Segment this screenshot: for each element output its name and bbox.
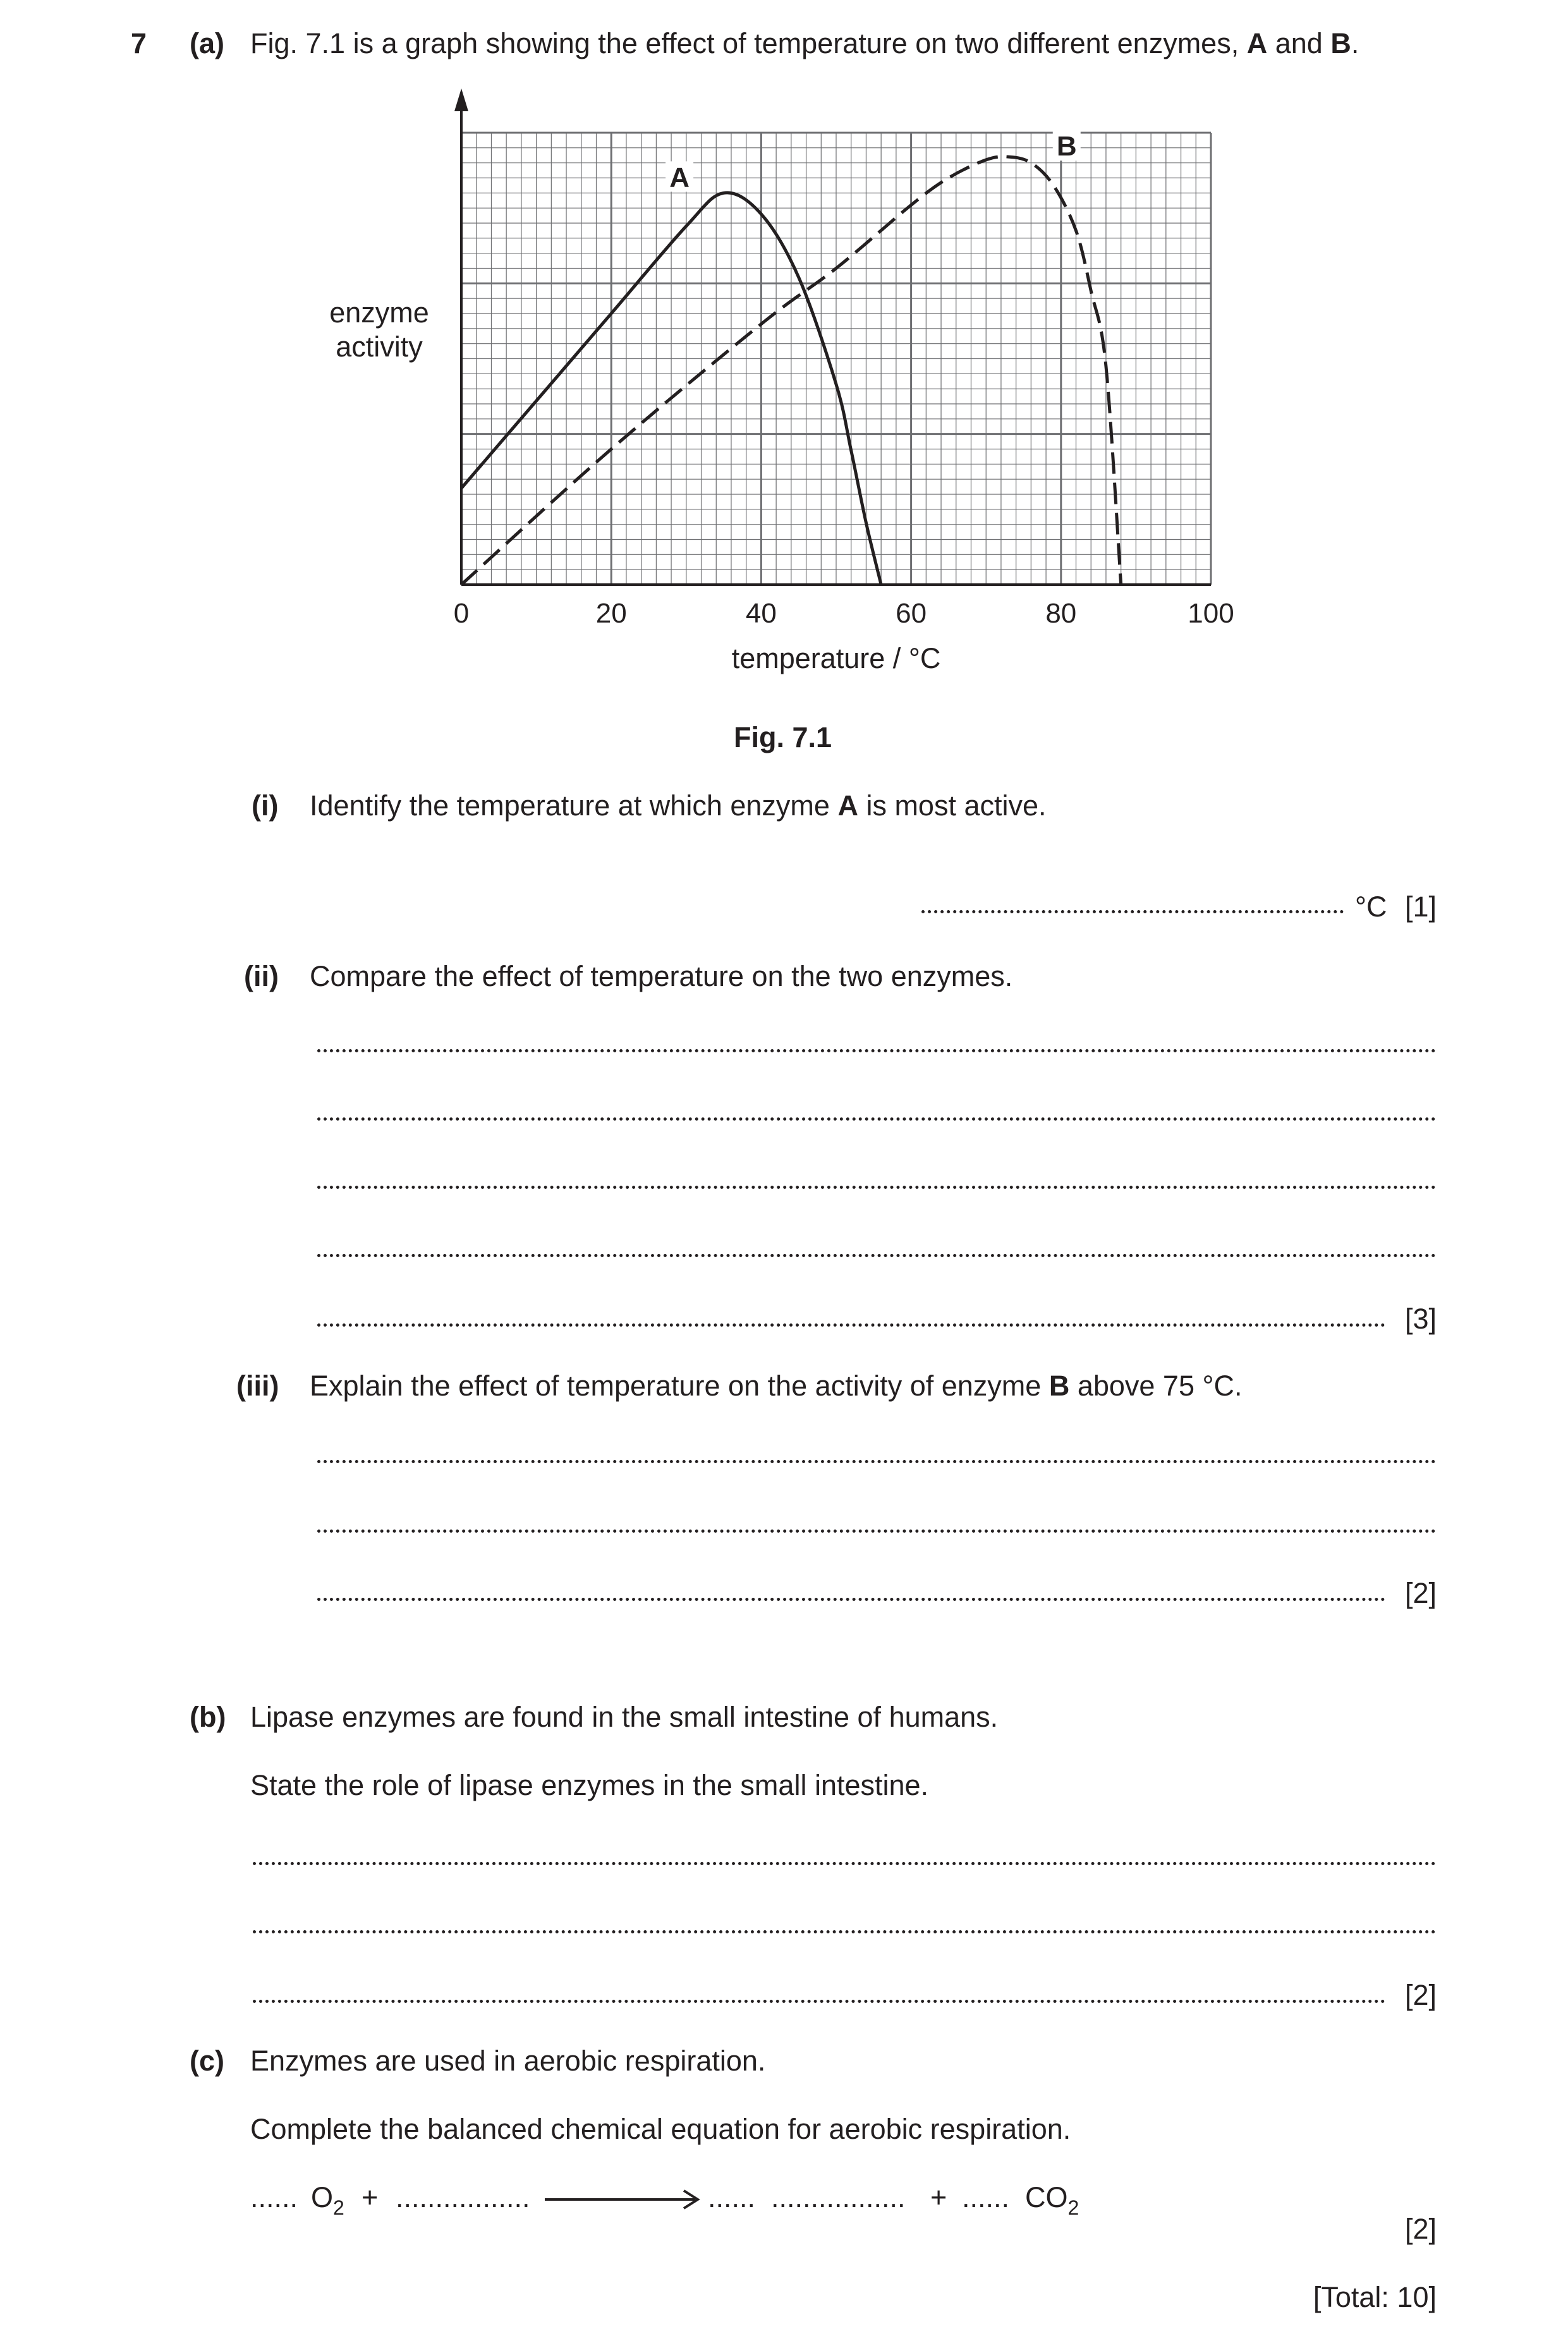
- part-c-line2: Complete the balanced chemical equation for aerobic respiration.: [250, 2113, 1071, 2145]
- co2-subscript: 2: [1067, 2196, 1079, 2219]
- eq-coef-co2[interactable]: ......: [962, 2181, 1010, 2213]
- part-iii-text-post: above 75 °C.: [1069, 1370, 1243, 1402]
- part-iii-text-pre: Explain the effect of temperature on the activity of enzyme: [310, 1370, 1049, 1402]
- x-tick-label: 60: [896, 598, 927, 629]
- intro-text: Fig. 7.1 is a graph showing the effect of temperature on two different enzymes,: [250, 27, 1247, 59]
- part-b-line2: State the role of lipase enzymes in the small intestine.: [250, 1769, 929, 1801]
- y-axis-label-line1: enzyme: [329, 296, 429, 329]
- part-i-label: (i): [252, 789, 279, 822]
- reaction-arrow-icon: [544, 2187, 702, 2212]
- eq-plus-1: +: [362, 2181, 379, 2213]
- x-axis-label: temperature / °C: [731, 642, 941, 674]
- part-c-line1: Enzymes are used in aerobic respiration.: [250, 2045, 766, 2077]
- part-c-label: (c): [190, 2045, 224, 2077]
- series-label-a: A: [669, 162, 690, 193]
- axis-labels: [329, 296, 940, 674]
- eq-reactant-blank[interactable]: .................: [396, 2181, 530, 2213]
- part-iii-enzyme: B: [1048, 1370, 1070, 1402]
- answer-line-i[interactable]: [921, 910, 1344, 913]
- answer-line-iii-2[interactable]: [317, 1530, 1436, 1533]
- y-axis-arrow-icon: [454, 88, 468, 111]
- answer-line-b-2[interactable]: [253, 1930, 1436, 1933]
- eq-product-blank[interactable]: .................: [771, 2181, 906, 2213]
- marks-c: [2]: [1404, 2213, 1437, 2245]
- eq-coef-o2[interactable]: ......: [250, 2181, 298, 2213]
- total-marks: [Total: 10]: [1313, 2281, 1437, 2313]
- unit-celsius: °C: [1355, 891, 1387, 923]
- part-i-enzyme: A: [837, 789, 858, 822]
- enzyme-a-ref: A: [1246, 27, 1268, 59]
- part-iii-text: [310, 1369, 1242, 1403]
- part-b-label: (b): [190, 1701, 226, 1733]
- marks-iii: [2]: [1404, 1577, 1437, 1609]
- marks-i: [1]: [1404, 891, 1437, 923]
- answer-line-ii-4[interactable]: [317, 1254, 1436, 1257]
- marks-b: [2]: [1404, 1979, 1437, 2011]
- co2-symbol: CO: [1025, 2181, 1068, 2213]
- intro-end: .: [1351, 27, 1359, 59]
- marks-ii: [3]: [1404, 1303, 1437, 1335]
- y-axis-label-line2: activity: [336, 331, 423, 363]
- part-b-line1: Lipase enzymes are found in the small intestine of humans.: [250, 1701, 999, 1733]
- enzyme-b-ref: B: [1330, 27, 1351, 59]
- x-tick-label: 0: [453, 598, 470, 629]
- x-tick-label: 100: [1188, 598, 1234, 629]
- answer-line-iii-3[interactable]: [317, 1598, 1385, 1601]
- figure-caption: Fig. 7.1: [734, 721, 832, 753]
- tick-labels: [454, 598, 1234, 629]
- eq-plus-2: +: [930, 2181, 947, 2213]
- part-a-intro: [250, 27, 1359, 61]
- part-i-text-pre: Identify the temperature at which enzyme: [310, 789, 838, 822]
- part-ii-label: (ii): [244, 960, 279, 992]
- answer-line-ii-2[interactable]: [317, 1117, 1436, 1121]
- oxygen-subscript: 2: [333, 2196, 344, 2219]
- question-number: 7: [131, 27, 147, 59]
- eq-carbon-dioxide: [1025, 2181, 1079, 2219]
- part-i-text-post: is most active.: [858, 789, 1047, 822]
- x-tick-label: 40: [745, 598, 777, 629]
- answer-line-b-3[interactable]: [253, 2000, 1385, 2003]
- answer-line-ii-3[interactable]: [317, 1186, 1436, 1189]
- series-label-b: B: [1056, 131, 1077, 162]
- x-tick-label: 20: [595, 598, 627, 629]
- answer-line-iii-1[interactable]: [317, 1460, 1436, 1463]
- part-ii-text: Compare the effect of temperature on the two enzymes.: [310, 960, 1013, 992]
- intro-and: and: [1267, 27, 1331, 59]
- answer-line-ii-5[interactable]: [317, 1323, 1385, 1327]
- answer-line-b-1[interactable]: [253, 1862, 1436, 1865]
- oxygen-symbol: O: [311, 2181, 334, 2213]
- enzyme-activity-graph: [284, 88, 1245, 676]
- part-i-text: [310, 789, 1047, 823]
- answer-line-ii-1[interactable]: [317, 1049, 1436, 1052]
- eq-coef-product1[interactable]: ......: [708, 2181, 756, 2213]
- eq-oxygen: [311, 2181, 344, 2219]
- part-iii-label: (iii): [236, 1370, 279, 1402]
- part-a-label: (a): [190, 27, 224, 59]
- x-tick-label: 80: [1045, 598, 1077, 629]
